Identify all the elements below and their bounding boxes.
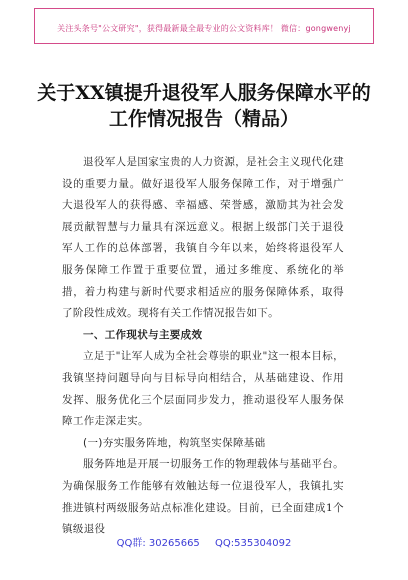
document-title bbox=[28, 80, 380, 132]
section-heading-1: 一、工作现状与主要成效 bbox=[83, 328, 203, 341]
header-banner bbox=[34, 8, 374, 44]
paragraph-service-base: 服务阵地是开展一切服务工作的物理载体与基础平台。为确保服务工作能够有效触达每一位退役军人，我镇扎实推进镇村两级服务站点标准化建设。目前，已全面建成1个镇级退役 bbox=[62, 458, 344, 536]
paragraph-intro: 退役军人是国家宝贵的人力资源，是社会主义现代化建设的重要力量。做好退役军人服务保障工作，对于增强广大退役军人的获得感、幸福感、荣誉感，激励其为社会发展贡献智慧与力量具有深远意义。根据上级部门关于退役军人工作的总体部署，我镇自今年以来，始终将退役军人服务保障工作置于重要位置，通过多维度、系统化的举措，着力构建与新时代要求相适应的服务保障体系，取得了阶段性成效。现将有关工作情况报告如下。 bbox=[62, 156, 344, 320]
subsection-heading-1: (一)夯实服务阵地，构筑坚实保障基础 bbox=[83, 436, 266, 449]
banner-text: 关注头条号"公文研究"，获得最新最全最专业的公文资料库！ 微信：gongwenyj bbox=[57, 24, 351, 33]
paragraph-overview: 立足于"让军人成为全社会尊崇的职业"这一根本目标，我镇坚持问题导向与目标导向相结合，从基础建设、作用发挥、服务优化三个层面同步发力，推动退役军人服务保障工作走深走实。 bbox=[62, 350, 344, 428]
title-line-2: 工作情况报告（精品） bbox=[108, 108, 299, 130]
document-body bbox=[62, 152, 344, 541]
footer-qq-group: QQ群: 30265665 bbox=[116, 538, 200, 549]
footer-contact bbox=[0, 534, 408, 549]
footer-qq: QQ:535304092 bbox=[215, 538, 292, 549]
title-line-1: 关于XX镇提升退役军人服务保障水平的 bbox=[37, 82, 371, 104]
